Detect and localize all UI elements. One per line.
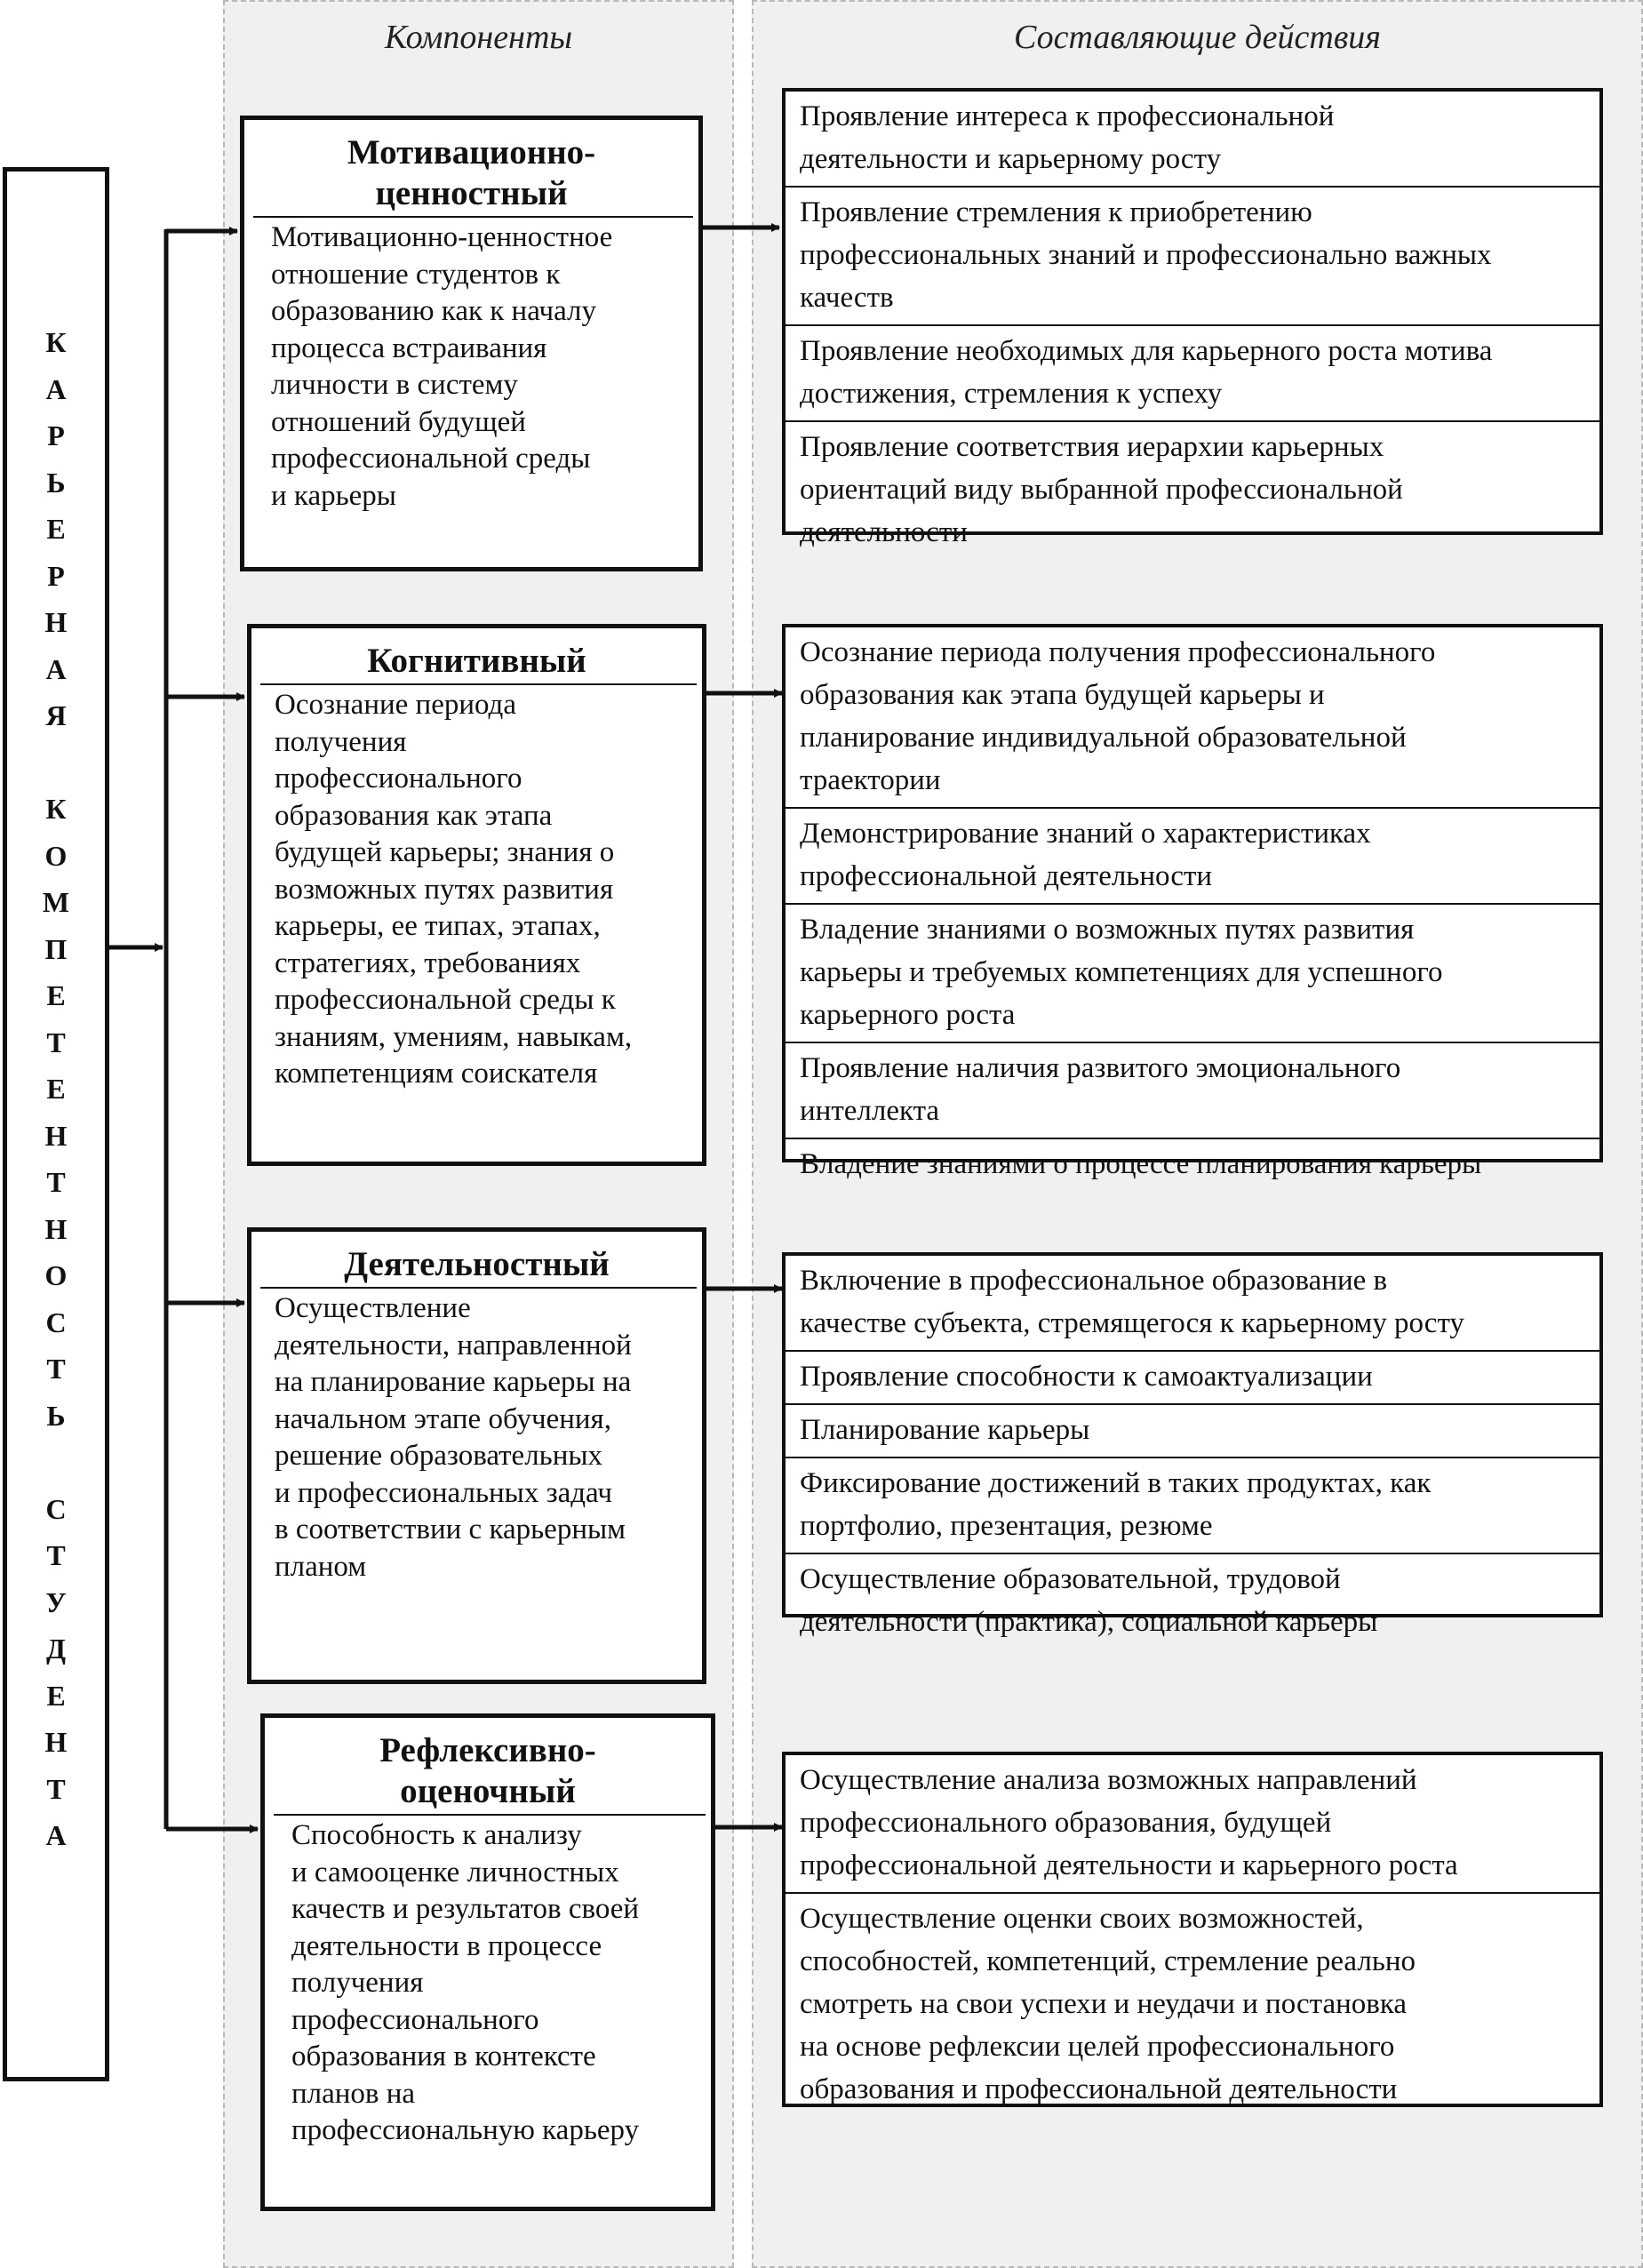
components-header: Компоненты bbox=[384, 19, 573, 56]
main-label-letter: Н bbox=[44, 1119, 68, 1152]
component-title: Рефлексивно- оценочный bbox=[379, 1731, 596, 1810]
component-title: Мотивационно- ценностный bbox=[347, 133, 596, 212]
career-competence-box bbox=[3, 167, 109, 2081]
action-item: Проявление наличия развитого эмоционального интеллекта bbox=[786, 1042, 1599, 1138]
action-item: Осуществление образовательной, трудовой деятельности (практика), социальной карьеры bbox=[786, 1553, 1599, 1649]
actions-header: Составляющие действия bbox=[1014, 19, 1381, 56]
component-motivational bbox=[240, 116, 703, 571]
main-label-letter: О bbox=[44, 839, 68, 872]
main-label-letter: У bbox=[45, 1585, 67, 1618]
main-label-letter: Н bbox=[44, 1726, 68, 1758]
action-item: Проявление стремления к приобретению профессиональных знаний и профессионально важных качеств bbox=[786, 186, 1599, 324]
main-label-letter: М bbox=[42, 886, 70, 918]
component-cognitive bbox=[247, 624, 706, 1166]
action-item: Осуществление оценки своих возможностей, способностей, компетенций, стремление реально смотреть на свои успехи и неудачи и постановка на основе рефлексии целей профессионального образования и профессиональной деятельности bbox=[786, 1892, 1599, 2116]
main-label-letter: Е bbox=[46, 1073, 66, 1105]
main-label-letter: С bbox=[45, 1492, 67, 1525]
main-label-letter: Д bbox=[45, 1633, 66, 1665]
component-reflexive bbox=[260, 1713, 715, 2211]
action-item: Проявление необходимых для карьерного роста мотива достижения, стремления к успеху bbox=[786, 324, 1599, 420]
main-label-letter: Т bbox=[46, 1166, 66, 1198]
action-item: Проявление соответствия иерархии карьерных ориентаций виду выбранной профессиональной деятельности bbox=[786, 420, 1599, 559]
main-label-letter: Н bbox=[44, 606, 68, 638]
main-label-letter: А bbox=[45, 652, 67, 685]
main-label-letter: Е bbox=[46, 513, 66, 545]
component-activity bbox=[247, 1227, 706, 1684]
main-label-letter: О bbox=[44, 1259, 68, 1291]
action-item: Демонстрирование знаний о характеристиках профессиональной деятельности bbox=[786, 807, 1599, 903]
action-item: Осуществление анализа возможных направлений профессионального образования, будущей профессиональной деятельности и карьерного роста bbox=[800, 1764, 1458, 1881]
main-label-letter: Ь bbox=[46, 466, 66, 499]
component-title: Деятельностный bbox=[344, 1245, 610, 1283]
action-item: Владение знаниями о процессе планирования карьеры bbox=[786, 1138, 1599, 1191]
action-item: Планирование карьеры bbox=[786, 1403, 1599, 1457]
main-label-letter: Ь bbox=[46, 1399, 66, 1432]
component-description: Способность к анализу и самооценке личностных качеств и результатов своей деятельности в процессе получения профессионального образования в контексте планов на профессиональную карьеру bbox=[291, 1819, 640, 2146]
actions-activity bbox=[782, 1252, 1603, 1638]
main-label-letter: К bbox=[45, 793, 67, 825]
component-description: Осуществление деятельности, направленной на планирование карьеры на начальном этапе обучения, решение образовательных и профессиональных задач в соответствии с карьерным планом bbox=[275, 1292, 632, 1583]
main-label-letter: Е bbox=[46, 1679, 66, 1712]
component-title: Когнитивный bbox=[367, 642, 586, 680]
main-label-letter: Е bbox=[46, 979, 66, 1011]
main-label-letter: Т bbox=[46, 1539, 66, 1571]
action-item: Осознание периода получения профессионального образования как этапа будущей карьеры и планирование индивидуальной образовательной траектории bbox=[800, 636, 1436, 796]
main-label-letter: Я bbox=[45, 699, 67, 731]
main-label-letter: Н bbox=[44, 1212, 68, 1245]
action-item: Проявление интереса к профессиональной деятельности и карьерному росту bbox=[800, 100, 1335, 175]
main-label-letter: К bbox=[45, 326, 67, 358]
main-label-letter: А bbox=[45, 372, 67, 405]
actions-cognitive bbox=[782, 624, 1603, 1180]
component-description: Осознание периода получения профессионального образования как этапа будущей карьеры; знания о возможных путях развития карьеры, ее типах, этапах, стратегиях, требованиях профессиональной среды к знаниям, умениям, навыкам, компетенциям соискателя bbox=[275, 689, 633, 1090]
action-item: Фиксирование достижений в таких продуктах, как портфолио, презентация, резюме bbox=[786, 1457, 1599, 1553]
main-label-letter: Т bbox=[46, 1353, 66, 1385]
main-label-letter: Р bbox=[47, 419, 65, 451]
action-item: Проявление способности к самоактуализации bbox=[786, 1350, 1599, 1403]
actions-motivational bbox=[782, 88, 1603, 548]
action-item: Владение знаниями о возможных путях развития карьеры и требуемых компетенциях для успешного карьерного роста bbox=[786, 903, 1599, 1042]
main-label-letter: Р bbox=[47, 559, 65, 592]
main-label-letter: П bbox=[44, 932, 68, 965]
main-label-letter: Т bbox=[46, 1772, 66, 1805]
component-description: Мотивационно-ценностное отношение студентов к образованию как к началу процесса встраивания личности в систему отношений будущей профессиональной среды и карьеры bbox=[271, 221, 613, 512]
actions-reflexive bbox=[782, 1752, 1603, 2107]
action-item: Включение в профессиональное образование в качестве субъекта, стремящегося к карьерному росту bbox=[800, 1265, 1464, 1339]
main-label-letter: Т bbox=[46, 1026, 66, 1058]
main-label-letter: А bbox=[45, 1819, 67, 1851]
main-label-letter: С bbox=[45, 1306, 67, 1338]
